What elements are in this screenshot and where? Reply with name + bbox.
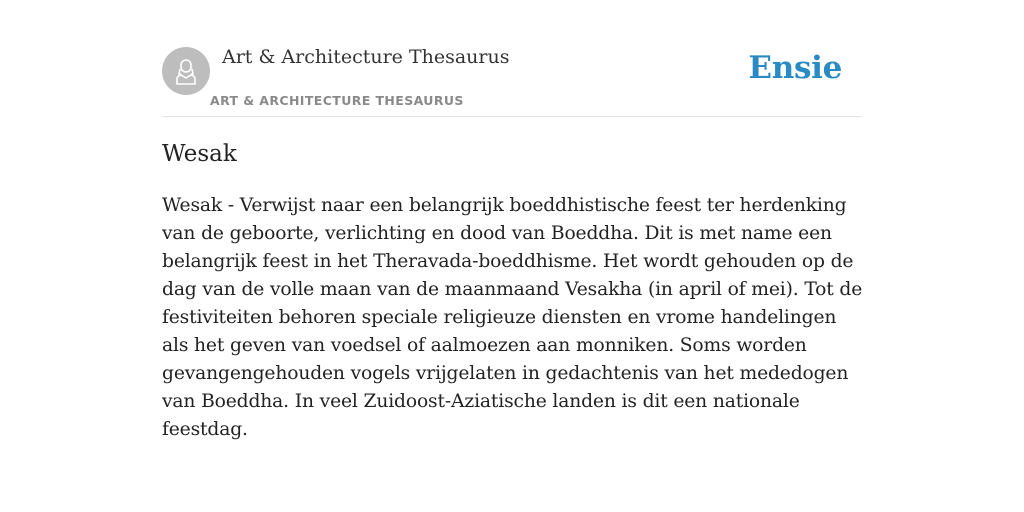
user-icon bbox=[171, 56, 201, 86]
author-name[interactable]: Art & Architecture Thesaurus bbox=[222, 46, 510, 68]
avatar[interactable] bbox=[162, 47, 210, 95]
definition-text: Wesak - Verwijst naar een belangrijk boeddhistische feest ter herdenking van de geboorte, verlichting en dood van Boeddha. Dit is met name een belangrijk feest in het Theravada-boeddhisme. Het wordt gehouden op de dag van de volle maan van de maanmaand Vesakha (in april of mei). Tot de festiviteiten behoren speciale religieuze diensten en vrome handelingen als het geven van voedsel of aalmoezen aan monniken. Soms worden gevangengehouden vogels vrijgelaten in gedachtenis van het mededogen van Boeddha. In veel Zuidoost-Aziatische landen is dit een nationale feestdag. bbox=[162, 195, 863, 440]
page-container bbox=[162, 0, 863, 440]
ensie-logo[interactable]: Ensie bbox=[748, 50, 842, 86]
source-label[interactable]: ART & ARCHITECTURE THESAURUS bbox=[210, 93, 464, 108]
header bbox=[162, 0, 862, 117]
page-title: Wesak bbox=[162, 141, 237, 167]
